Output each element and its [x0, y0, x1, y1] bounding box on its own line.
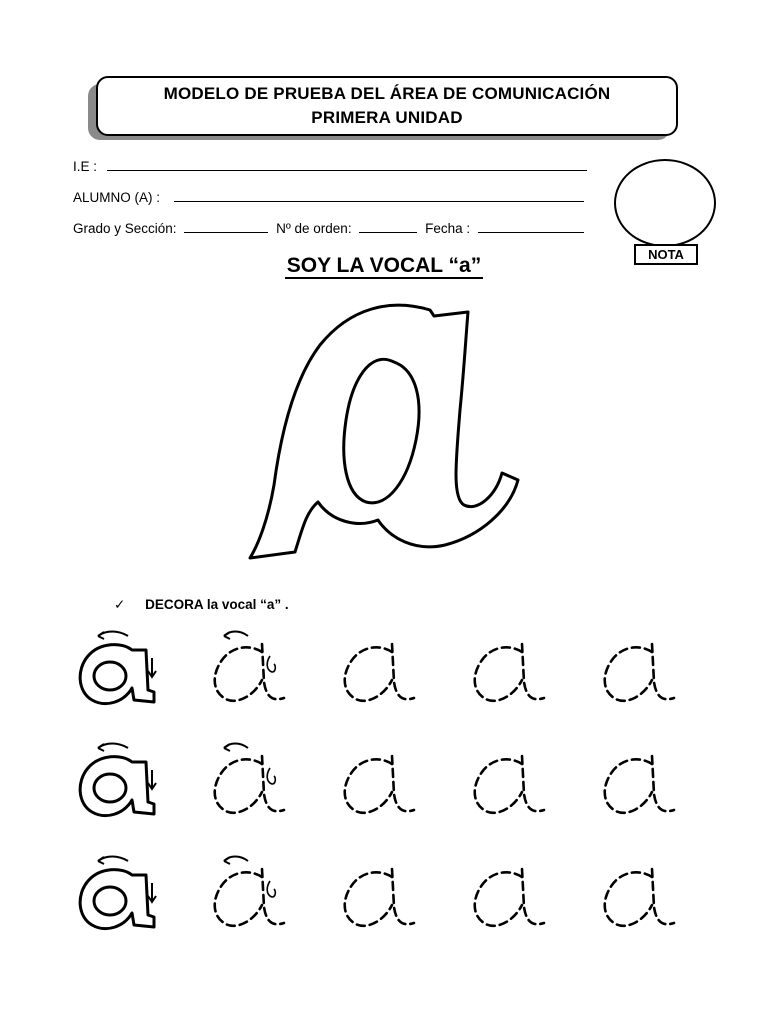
grado-input-line[interactable]: [184, 220, 268, 233]
dashed-letter-path: [605, 756, 674, 813]
tracing-letter-a[interactable]: [590, 734, 690, 829]
alumno-field: [73, 189, 584, 205]
down-arrow-icon: [267, 881, 275, 897]
page-title: [0, 254, 768, 278]
alumno-input-line[interactable]: [174, 189, 584, 202]
big-letter-a-illustration: [240, 290, 530, 570]
model-letter-counter: [94, 662, 126, 690]
practice-grid: [72, 622, 692, 934]
tracing-letter-a[interactable]: [590, 847, 690, 942]
dashed-letter-a-icon: [200, 622, 300, 717]
header-title: MODELO DE PRUEBA DEL ÁREA DE COMUNICACIÓN: [163, 84, 611, 103]
check-icon: ✓: [114, 597, 126, 612]
ie-field: [73, 158, 587, 174]
tracing-letter-a[interactable]: [590, 622, 690, 717]
model-letter-a: [72, 847, 172, 942]
alumno-label: ALUMNO (A) :: [73, 190, 161, 205]
fecha-label: Fecha :: [425, 221, 471, 236]
dashed-letter-path: [475, 869, 544, 926]
solid-letter-a-icon: [72, 734, 172, 829]
solid-letter-a-icon: [72, 622, 172, 717]
dashed-letter-a-icon: [460, 734, 560, 829]
model-letter-counter: [94, 774, 126, 802]
down-arrow-icon: [148, 883, 156, 902]
instruction: [114, 597, 289, 613]
tracing-letter-a[interactable]: [460, 622, 560, 717]
grade-label: NOTA: [634, 244, 698, 265]
tracing-letter-a[interactable]: [330, 734, 430, 829]
dashed-letter-path: [605, 869, 674, 926]
dashed-letter-a-icon: [330, 622, 430, 717]
down-arrow-icon: [148, 658, 156, 677]
dashed-letter-a-icon: [200, 847, 300, 942]
ie-input-line[interactable]: [107, 158, 587, 171]
dashed-letter-a-icon: [590, 622, 690, 717]
dashed-letter-path: [345, 756, 414, 813]
tracing-letter-a[interactable]: [330, 847, 430, 942]
dashed-letter-a-icon: [460, 847, 560, 942]
dashed-letter-a-icon: [460, 622, 560, 717]
dashed-letter-path: [345, 644, 414, 701]
down-arrow-icon: [267, 656, 275, 672]
fecha-input-line[interactable]: [478, 220, 584, 233]
dashed-letter-a-icon: [330, 847, 430, 942]
down-arrow-icon: [267, 768, 275, 784]
grado-field-row: [73, 220, 584, 236]
dashed-letter-a-icon: [590, 734, 690, 829]
dashed-letter-a-icon: [330, 734, 430, 829]
tracing-letter-a[interactable]: [460, 734, 560, 829]
dashed-letter-a-icon: [200, 734, 300, 829]
model-letter-a: [72, 622, 172, 717]
dashed-letter-path: [475, 756, 544, 813]
grado-label: Grado y Sección:: [73, 221, 177, 236]
model-letter-counter: [94, 887, 126, 915]
grade-circle[interactable]: [614, 159, 716, 247]
header-subtitle: PRIMERA UNIDAD: [311, 108, 463, 127]
dashed-letter-path: [605, 644, 674, 701]
dashed-letter-path: [345, 869, 414, 926]
tracing-letter-a[interactable]: [200, 734, 300, 829]
ie-label: I.E :: [73, 159, 98, 174]
solid-letter-a-icon: [72, 847, 172, 942]
model-letter-a: [72, 734, 172, 829]
instruction-text: DECORA la vocal “a” .: [145, 597, 289, 612]
tracing-letter-a[interactable]: [460, 847, 560, 942]
tracing-letter-a[interactable]: [200, 622, 300, 717]
orden-input-line[interactable]: [359, 220, 417, 233]
dashed-letter-path: [475, 644, 544, 701]
tracing-letter-a[interactable]: [200, 847, 300, 942]
page-title-text: SOY LA VOCAL “a”: [286, 254, 482, 277]
down-arrow-icon: [148, 770, 156, 789]
dashed-letter-a-icon: [590, 847, 690, 942]
tracing-letter-a[interactable]: [330, 622, 430, 717]
orden-label: Nº de orden:: [276, 221, 352, 236]
header-banner: [96, 76, 678, 136]
